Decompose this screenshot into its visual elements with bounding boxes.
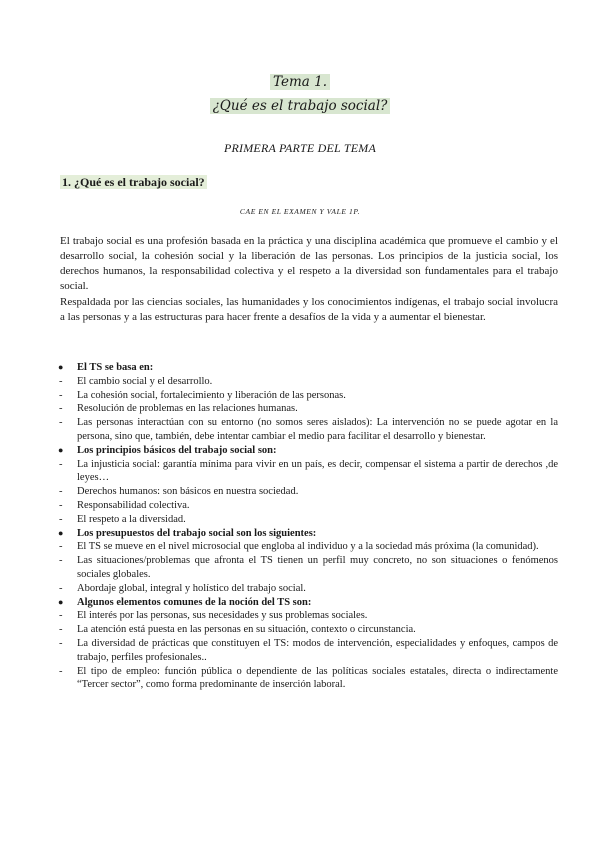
group-heading: ● Los principios básicos del trabajo social son: <box>58 444 558 458</box>
list-item: - La cohesión social, fortalecimiento y liberación de las personas. <box>58 389 558 403</box>
list-item: - Derechos humanos: son básicos en nuestra sociedad. <box>58 485 558 499</box>
list-item: - Abordaje global, integral y holístico del trabajo social. <box>58 582 558 596</box>
section-heading-text: 1. ¿Qué es el trabajo social? <box>62 175 205 189</box>
exam-note: CAE EN EL EXAMEN Y VALE 1P. <box>239 207 361 216</box>
group-heading: ● Los presupuestos del trabajo social son los siguientes: <box>58 527 558 541</box>
list-item: - El cambio social y el desarrollo. <box>58 375 558 389</box>
list-item: - Las personas interactúan con su entorno (no somos seres aislados): La intervención no se puede agotar en la persona, sino que, también, debe intentar cambiar el medio para facilitar el desarrollo y bienestar. <box>58 416 558 444</box>
part-title: PRIMERA PARTE DEL TEMA <box>223 141 377 155</box>
list-item: - Responsabilidad colectiva. <box>58 499 558 513</box>
bullet-lists <box>58 361 558 692</box>
list-item: - La atención está puesta en las personas en su situación, contexto o circunstancia. <box>58 623 558 637</box>
tema-header <box>0 72 600 116</box>
list-item: - El interés por las personas, sus necesidades y sus problemas sociales. <box>58 609 558 623</box>
list-item: - Resolución de problemas en las relaciones humanas. <box>58 402 558 416</box>
list-item: - Las situaciones/problemas que afronta el TS tienen un perfil muy concreto, no son situaciones o fenómenos sociales globales. <box>58 554 558 582</box>
group-heading: ● Algunos elementos comunes de la noción del TS son: <box>58 596 558 610</box>
list-item: - La diversidad de prácticas que constituyen el TS: modos de intervención, especialidades y enfoques, campos de trabajo, perfiles profesionales.. <box>58 637 558 665</box>
tema-title: ¿Qué es el trabajo social? <box>210 98 391 114</box>
list-item: - El tipo de empleo: función pública o dependiente de las políticas sociales estatales, directa o indirectamente “Tercer sector”, como forma predominante de inserción laboral. <box>58 665 558 693</box>
section-heading <box>60 175 207 190</box>
list-item: - El TS se mueve en el nivel microsocial que engloba al individuo y a la sociedad más próxima (la comunidad). <box>58 540 558 554</box>
list-item: - El respeto a la diversidad. <box>58 513 558 527</box>
tema-label: Tema 1. <box>270 74 330 90</box>
group-heading: ● El TS se basa en: <box>58 361 558 375</box>
paragraph-support: Respaldada por las ciencias sociales, las humanidades y los conocimientos indígenas, el trabajo social involucra a las personas y a las estructuras para hacer frente a desafíos de la vida y a aumentar el bienestar. <box>60 296 558 323</box>
paragraph-definition: El trabajo social es una profesión basada en la práctica y una disciplina académica que promueve el cambio y el desarrollo social, la cohesión social y la liberación de las personas. Los principios de la justicia social, los derechos humanos, la responsabilidad colectiva y el respeto a la diversidad son fundamentales para el trabajo social. <box>60 235 558 292</box>
list-item: - La injusticia social: garantía mínima para vivir en un país, es decir, compensar el sistema a partir de derechos ,de leyes… <box>58 458 558 486</box>
